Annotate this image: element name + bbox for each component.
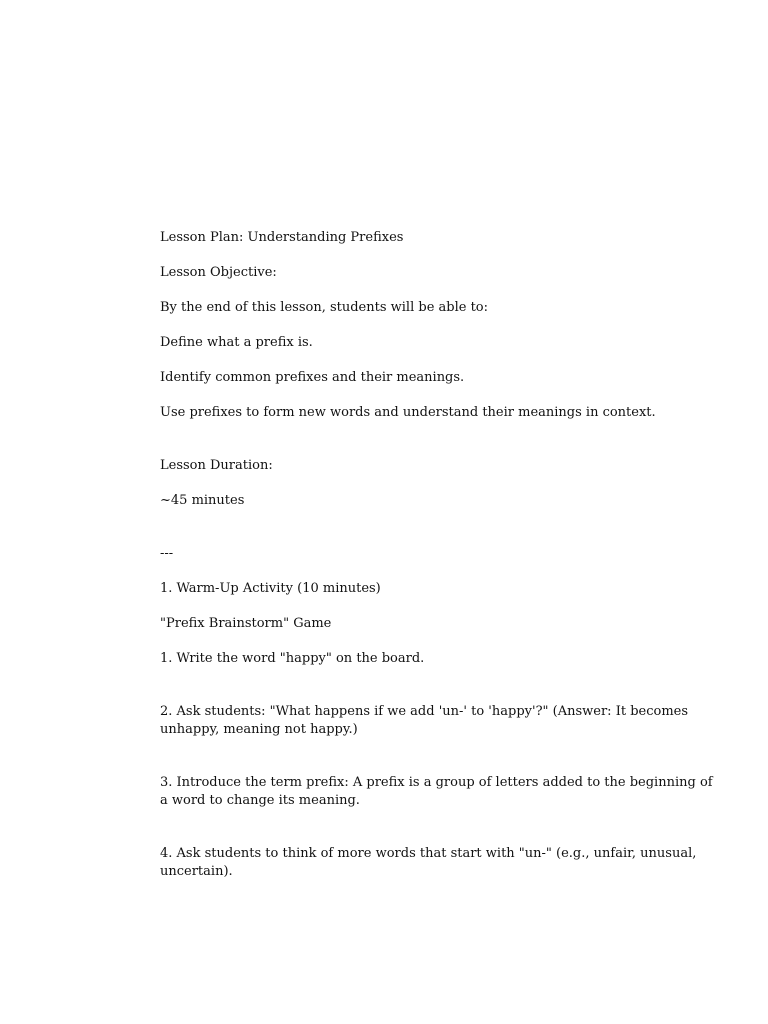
objective-item: Use prefixes to form new words and understand their meanings in context.: [160, 405, 656, 420]
duration-heading: Lesson Duration:: [160, 458, 273, 473]
objective-intro: By the end of this lesson, students will be able to:: [160, 300, 489, 315]
objective-item: Define what a prefix is.: [160, 335, 313, 350]
duration-value: ~45 minutes: [160, 493, 245, 508]
step-item: 1. Write the word "happy" on the board.: [160, 651, 425, 666]
game-title: "Prefix Brainstorm" Game: [160, 616, 332, 631]
separator: ---: [160, 546, 174, 561]
document-title: Lesson Plan: Understanding Prefixes: [160, 230, 404, 245]
objective-item: Identify common prefixes and their meanings.: [160, 370, 465, 385]
step-item: 3. Introduce the term prefix: A prefix is a group of letters added to the beginning of a word to change its meaning.: [160, 775, 713, 808]
step-item: 4. Ask students to think of more words that start with "un-" (e.g., unfair, unusual, uncertain).: [160, 846, 697, 879]
objective-heading: Lesson Objective:: [160, 265, 277, 280]
step-item: 2. Ask students: "What happens if we add 'un-' to 'happy'?" (Answer: It becomes unhappy, meaning not happy.): [160, 704, 689, 737]
section-heading: 1. Warm-Up Activity (10 minutes): [160, 581, 381, 596]
document-body: [160, 229, 720, 881]
